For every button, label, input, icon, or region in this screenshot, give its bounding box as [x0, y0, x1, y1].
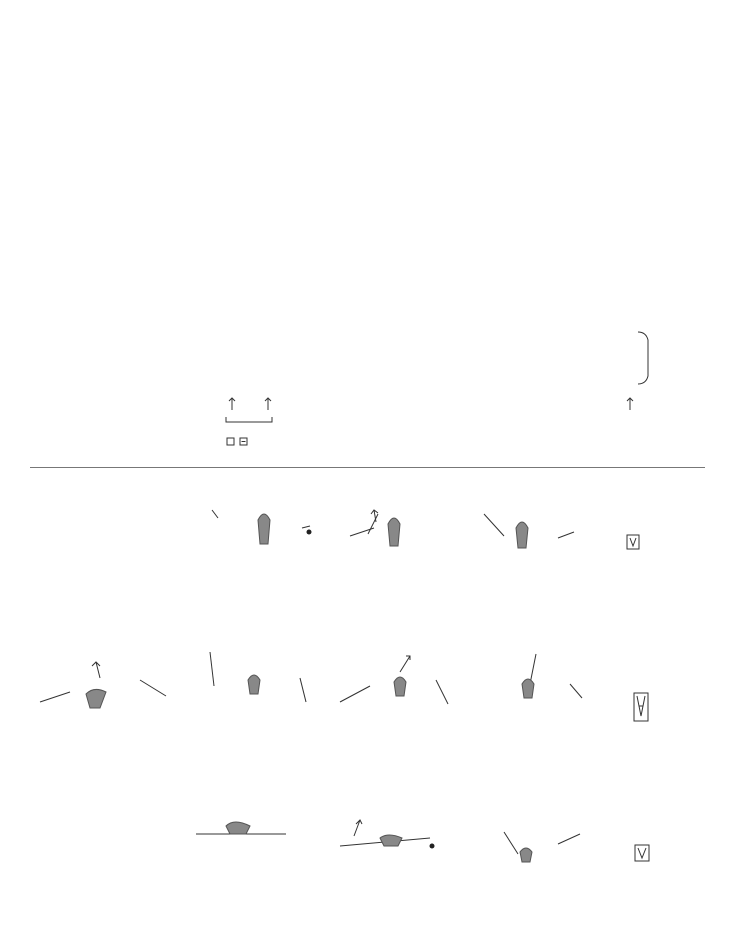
illustration-purl-step4: [40, 658, 170, 738]
marker-symbols: [297, 526, 313, 556]
rib-bracket: [636, 328, 666, 388]
start-arrow: [624, 396, 638, 412]
illustration-purl-step3: [210, 652, 310, 732]
slip-symbol: [626, 534, 646, 554]
caption-slip-step3: [218, 582, 221, 593]
title-slip-purl: [596, 659, 701, 673]
illustration-float-step1: [484, 832, 584, 902]
illustration-float-step3: [186, 822, 296, 892]
illustration-float-step2: [340, 820, 450, 890]
caption-purl-step1: [478, 742, 490, 781]
caption-float-step2: [332, 903, 344, 923]
title-float: [608, 812, 678, 826]
slip-mini-chart: [602, 561, 662, 611]
caption-float-step3: [186, 903, 189, 914]
chart-arrows-left: [228, 396, 288, 416]
illustration-purl-step1: [484, 654, 584, 734]
caption-slip-step2: [348, 584, 360, 604]
caption-purl-step3: [210, 742, 222, 762]
slip-purl-symbol: [633, 692, 657, 726]
float-symbol: [634, 844, 658, 866]
title-slip-knit: [596, 499, 676, 513]
caption-float-step1: [478, 903, 490, 923]
caption-slip-step1: [466, 583, 478, 613]
illustration-slip-step2: [350, 508, 450, 583]
section-divider: [30, 467, 705, 468]
illustration-slip-step1: [478, 510, 578, 585]
caption-purl-step2: [356, 742, 368, 762]
finish-bracket: [224, 416, 284, 430]
illustration-purl-step2: [340, 652, 450, 732]
legend-symbol: [226, 436, 256, 450]
caption-purl-step4: [38, 743, 50, 763]
